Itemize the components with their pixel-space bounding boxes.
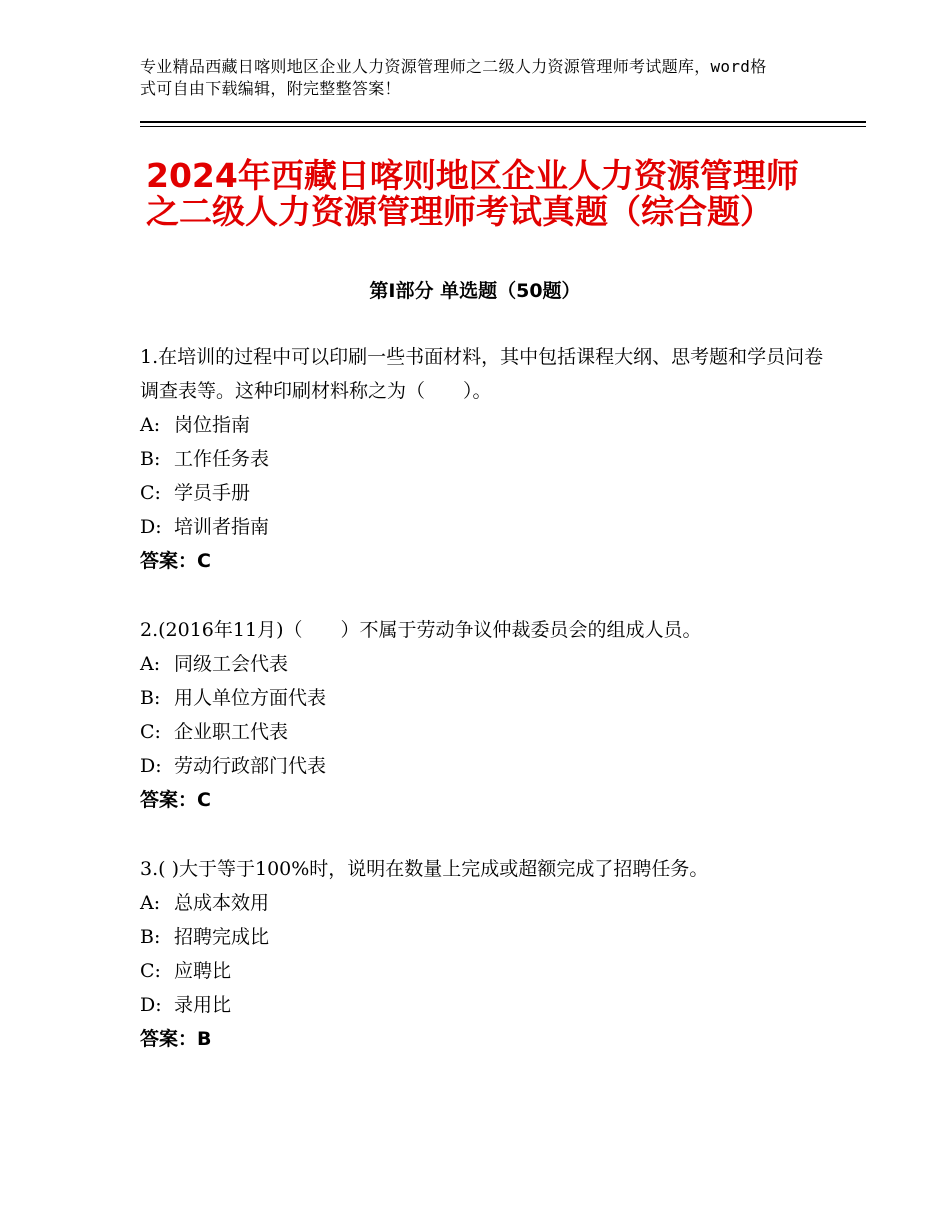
option-letter: B:	[140, 687, 161, 709]
option-text: 企业职工代表	[174, 721, 289, 743]
question-stem: 3.( )大于等于100%时，说明在数量上完成或超额完成了招聘任务。	[140, 858, 709, 880]
question-stem: 1.在培训的过程中可以印刷一些书面材料，其中包括课程大纲、思考题和学员问卷调查表等。这种印刷材料称之为（ ）。	[140, 346, 824, 402]
option-text: 总成本效用	[174, 892, 270, 914]
option-text: 学员手册	[174, 482, 251, 504]
option-text: 录用比	[174, 994, 232, 1016]
option-letter: D:	[140, 994, 162, 1016]
option-letter: B:	[140, 926, 161, 948]
question-1	[140, 340, 840, 578]
option-letter: A:	[140, 653, 161, 675]
answer-label: 答案：	[140, 1028, 198, 1050]
option-text: 培训者指南	[174, 516, 270, 538]
option-letter: D:	[140, 516, 162, 538]
title-line-1: 2024年西藏日喀则地区企业人力资源管理师	[146, 156, 799, 195]
option-d	[140, 749, 840, 783]
question-2	[140, 613, 840, 817]
option-letter: C:	[140, 482, 161, 504]
option-text: 招聘完成比	[174, 926, 270, 948]
option-letter: A:	[140, 892, 161, 914]
option-d	[140, 988, 840, 1022]
header-divider	[140, 121, 866, 123]
option-a	[140, 647, 840, 681]
option-text: 工作任务表	[174, 448, 270, 470]
option-text: 应聘比	[174, 960, 232, 982]
option-a	[140, 408, 840, 442]
header-note: 专业精品西藏日喀则地区企业人力资源管理师之二级人力资源管理师考试题库，word格式可自由下载编辑，附完整整答案！	[140, 57, 767, 98]
option-letter: A:	[140, 414, 161, 436]
option-letter: C:	[140, 721, 161, 743]
answer-line	[140, 1022, 840, 1056]
question-3	[140, 852, 840, 1056]
option-text: 岗位指南	[174, 414, 251, 436]
option-letter: C:	[140, 960, 161, 982]
option-d	[140, 510, 840, 544]
section-title: 第Ⅰ部分 单选题（50题）	[369, 280, 581, 302]
question-stem: 2.(2016年11月)（ ）不属于劳动争议仲裁委员会的组成人员。	[140, 619, 702, 641]
answer-value: B	[197, 1028, 212, 1050]
option-b	[140, 681, 840, 715]
option-letter: B:	[140, 448, 161, 470]
option-text: 劳动行政部门代表	[174, 755, 327, 777]
option-text: 同级工会代表	[174, 653, 289, 675]
option-letter: D:	[140, 755, 162, 777]
answer-value: C	[197, 789, 211, 811]
option-a	[140, 886, 840, 920]
answer-label: 答案：	[140, 550, 198, 572]
answer-label: 答案：	[140, 789, 198, 811]
option-b	[140, 442, 840, 476]
option-c	[140, 954, 840, 988]
answer-line	[140, 544, 840, 578]
answer-line	[140, 783, 840, 817]
answer-value: C	[197, 550, 211, 572]
header-divider-thin	[140, 126, 866, 127]
option-b	[140, 920, 840, 954]
document-title	[146, 158, 846, 230]
title-line-2: 之二级人力资源管理师考试真题（综合题）	[146, 192, 773, 231]
option-c	[140, 715, 840, 749]
option-text: 用人单位方面代表	[174, 687, 327, 709]
option-c	[140, 476, 840, 510]
